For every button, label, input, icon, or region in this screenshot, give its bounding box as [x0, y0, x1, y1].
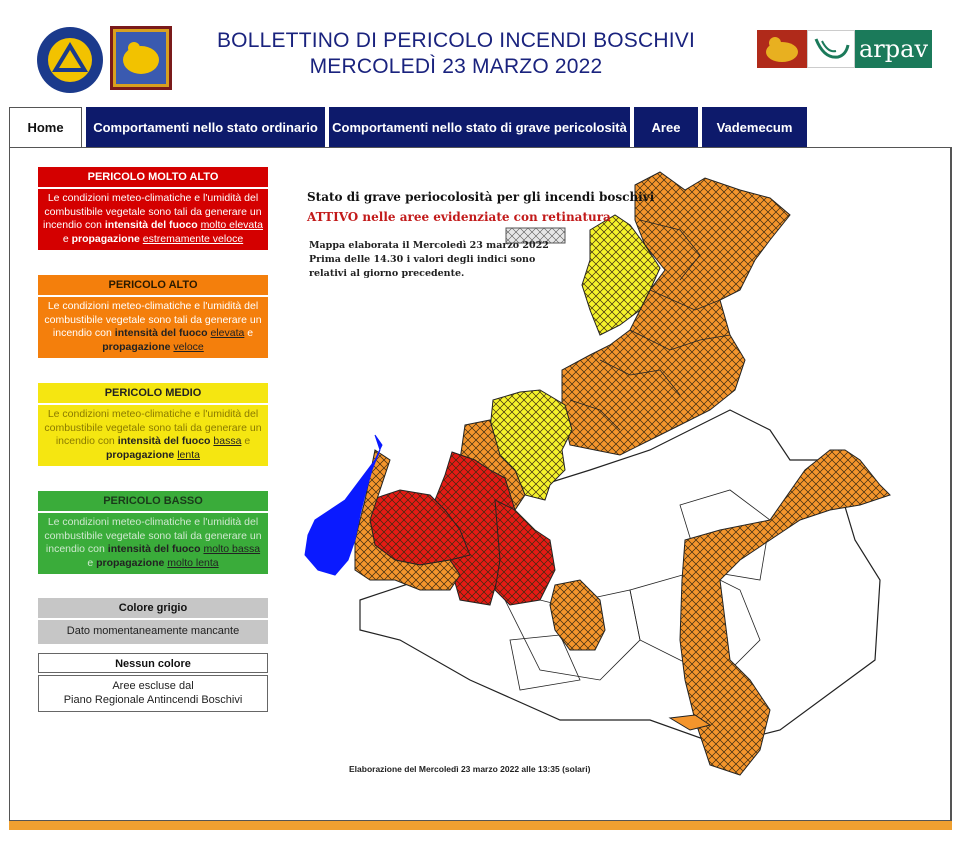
spread-value: estremamente veloce	[142, 232, 244, 245]
legend-description	[38, 405, 268, 466]
legend-title: Nessun colore	[38, 653, 268, 673]
arpav-symbol-icon	[807, 30, 855, 68]
intensity-value: elevata	[210, 327, 245, 339]
map-elaboration-time: Elaborazione del Mercoledì 23 marzo 2022 alle 13:35 (solari)	[349, 764, 591, 774]
legend-title: PERICOLO MEDIO	[38, 383, 268, 403]
arpav-text: arpav	[855, 30, 932, 68]
spread-label: propagazione	[96, 556, 165, 569]
title-line-1: BOLLETTINO DI PERICOLO INCENDI BOSCHIVI	[216, 29, 696, 52]
legend-text: Le condizioni meteo-climatiche e l'umidità del combustibile vegetale sono tali da generare un incendio con	[44, 300, 262, 339]
bulletin-title	[180, 28, 732, 80]
legend-text: Le condizioni meteo-climatiche e l'umidità del combustibile vegetale sono tali da generare un incendio con	[44, 408, 262, 447]
legend-description	[38, 189, 268, 250]
conj: e	[87, 556, 94, 569]
tab-home[interactable]: Home	[9, 107, 82, 147]
protezione-civile-logo	[36, 26, 104, 94]
spread-value: veloce	[173, 340, 204, 353]
tab-comportamenti-grave[interactable]: Comportamenti nello stato di grave pericolosità	[329, 107, 630, 147]
legend-title: PERICOLO MOLTO ALTO	[38, 167, 268, 187]
legend-alto	[38, 275, 268, 358]
spread-label: propagazione	[106, 448, 175, 461]
legend-medio	[38, 383, 268, 466]
legend-nessuno	[38, 653, 268, 712]
legend-description	[38, 675, 268, 712]
main-nav	[9, 107, 811, 147]
veneto-lion-icon	[757, 30, 807, 68]
tab-comportamenti-ordinario[interactable]: Comportamenti nello stato ordinario	[86, 107, 325, 147]
legend-description	[38, 513, 268, 574]
legend-title: PERICOLO BASSO	[38, 491, 268, 511]
intensity-label: intensità del fuoco	[104, 219, 198, 231]
legend-basso	[38, 491, 268, 574]
intensity-value: bassa	[213, 435, 242, 447]
conj: e	[247, 327, 254, 339]
legend-description: Dato momentaneamente mancante	[38, 620, 268, 644]
intensity-label: intensità del fuoco	[117, 435, 211, 447]
legend-text: Le condizioni meteo-climatiche e l'umidità del combustibile vegetale sono tali da generare un incendio con	[42, 192, 262, 231]
regione-veneto-lion-logo	[110, 26, 172, 90]
map-note: Mappa elaborata il Mercoledì 23 marzo 2022 Prima delle 14.30 i valori degli indici sono relativi al giorno precedente.	[309, 240, 549, 279]
legend-molto-alto	[38, 167, 268, 250]
legend-description	[38, 297, 268, 358]
legend-title: PERICOLO ALTO	[38, 275, 268, 295]
legend-text-line-2: Piano Regionale Antincendi Boschivi	[63, 693, 243, 706]
footer-bar	[9, 821, 952, 830]
spread-value: molto lenta	[167, 556, 219, 569]
conj: e	[62, 232, 69, 245]
legend-title: Colore grigio	[38, 598, 268, 618]
spread-value: lenta	[177, 448, 200, 461]
intensity-value: molto elevata	[200, 219, 264, 231]
map-state-title: Stato di grave periocolosità per gli incendi boschivi	[307, 190, 655, 204]
spread-label: propagazione	[102, 340, 171, 353]
legend-text: Le condizioni meteo-climatiche e l'umidità del combustibile vegetale sono tali da generare un incendio con	[44, 516, 262, 555]
tab-aree[interactable]: Aree	[634, 107, 698, 147]
legend-text-line-1: Aree escluse dal	[112, 680, 194, 692]
intensity-label: intensità del fuoco	[107, 543, 201, 555]
tab-vademecum[interactable]: Vademecum	[702, 107, 807, 147]
intensity-label: intensità del fuoco	[114, 327, 208, 339]
conj: e	[244, 435, 251, 447]
title-line-2: MERCOLEDÌ 23 MARZO 2022	[309, 55, 603, 78]
arpav-logo	[757, 30, 932, 68]
intensity-value: molto bassa	[203, 543, 261, 555]
spread-label: propagazione	[71, 232, 140, 245]
map-active-text: ATTIVO nelle aree evidenziate con retinatura	[307, 210, 611, 224]
legend-grigio	[38, 598, 268, 644]
